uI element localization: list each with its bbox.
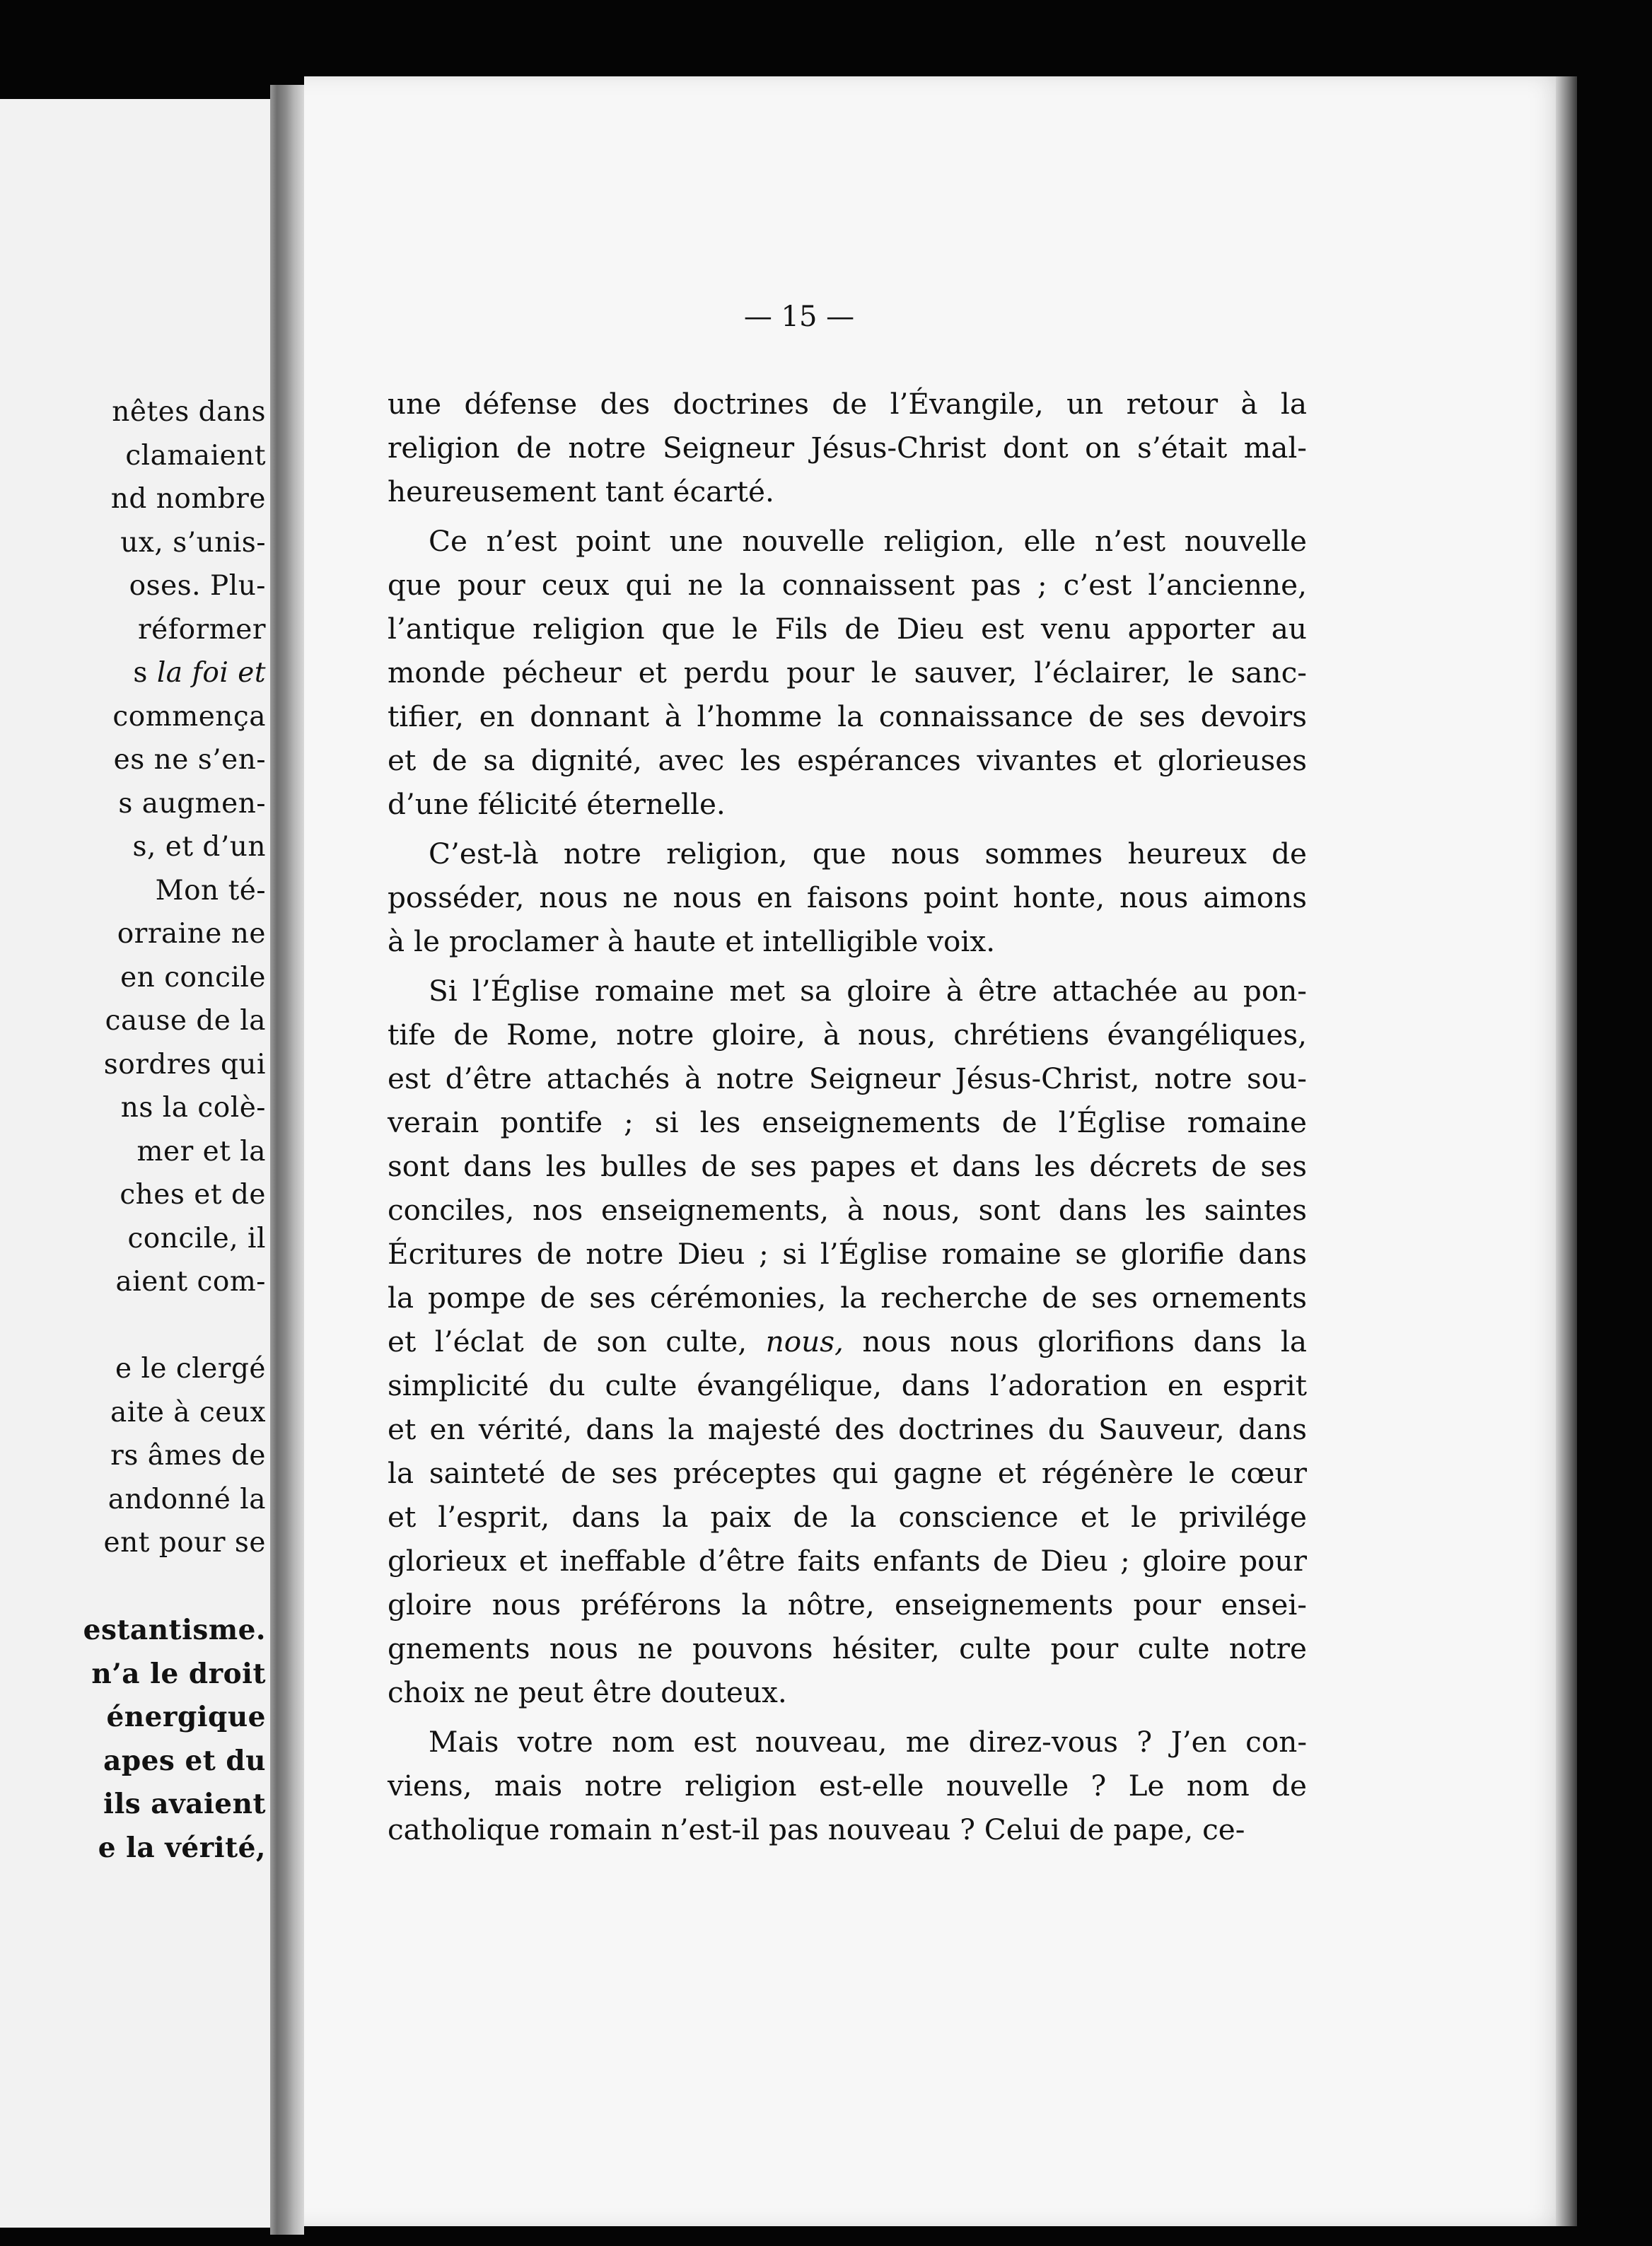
text-line: viens, mais notre religion est-elle nouvelle ? Le nom de — [388, 1769, 1307, 1803]
paragraph — [388, 519, 1307, 826]
emphasis: la foi et — [156, 657, 266, 689]
left-page-line: e le clergé — [115, 1353, 266, 1385]
text-line: glorieux et ineffable d’être faits enfants de Dieu ; gloire pour — [388, 1544, 1307, 1578]
left-page-line: ns la colè- — [120, 1092, 266, 1124]
text-line: gnements nous ne pouvons hésiter, culte pour culte notre — [388, 1631, 1307, 1665]
text-line: C’est-là notre religion, que nous sommes heureux de — [429, 837, 1307, 871]
text-line: conciles, nos enseignements, à nous, sont dans les saintes — [388, 1193, 1307, 1227]
text-line: la pompe de ses cérémonies, la recherche de ses ornements — [388, 1281, 1307, 1315]
paragraph-gap — [388, 513, 1307, 519]
text-line: catholique romain n’est-il pas nouveau ? Celui de pape, ce- — [388, 1812, 1245, 1846]
left-page-line: ches et de — [120, 1179, 266, 1211]
left-page-line: ent pour se — [103, 1527, 266, 1559]
left-page-line: andonné la — [107, 1483, 266, 1515]
text-line: heureusement tant écarté. — [388, 475, 774, 508]
left-page-line: aite à ceux — [110, 1396, 266, 1429]
text-line: et l’esprit, dans la paix de la conscience et le privilége — [388, 1500, 1307, 1534]
left-page-line: s augmen- — [118, 787, 266, 820]
left-page-line: Mon té- — [155, 874, 266, 907]
text-line: simplicité du culte évangélique, dans l’adoration en esprit — [388, 1368, 1307, 1402]
left-page-line: s, et d’un — [132, 831, 266, 863]
paragraph-gap — [388, 826, 1307, 832]
text-line: verain pontife ; si les enseignements de l’Église romaine — [388, 1105, 1307, 1139]
emphasis: nous, — [765, 1325, 844, 1358]
paragraph — [388, 1720, 1307, 1851]
text-line: Si l’Église romaine met sa gloire à être attachée au pon- — [429, 974, 1307, 1008]
left-page-line: clamaient — [125, 439, 266, 472]
page-edge-shadow — [1556, 76, 1577, 2226]
paragraph — [388, 969, 1307, 1714]
left-page-line: oses. Plu- — [129, 570, 266, 602]
text-line: Ce n’est point une nouvelle religion, elle n’est nouvelle — [429, 524, 1307, 558]
left-page-line: n’a le droit — [91, 1657, 266, 1690]
left-page-line: cause de la — [105, 1005, 266, 1037]
book-gutter — [270, 85, 304, 2235]
text-line: monde pécheur et perdu pour le sauver, l’éclairer, le sanc- — [388, 656, 1307, 689]
text-line: une défense des doctrines de l’Évangile, un retour à la — [388, 387, 1307, 421]
text-line: que pour ceux qui ne la connaissent pas ; c’est l’ancienne, — [388, 568, 1307, 602]
left-page-line: sordres qui — [103, 1048, 266, 1081]
left-page-line: réformer — [138, 613, 266, 646]
text-line: Mais votre nom est nouveau, me direz-vous ? J’en con- — [429, 1725, 1307, 1759]
text-line: tife de Rome, notre gloire, à nous, chrétiens évangéliques, — [388, 1018, 1307, 1052]
text-line: est d’être attachés à notre Seigneur Jésus-Christ, notre sou- — [388, 1061, 1307, 1095]
text-line: choix ne peut être douteux. — [388, 1675, 787, 1709]
text-line: et de sa dignité, avec les espérances vivantes et glorieuses — [388, 743, 1307, 777]
text-line: tifier, en donnant à l’homme la connaissance de ses devoirs — [388, 699, 1307, 733]
left-page-line: mer et la — [136, 1135, 266, 1168]
text-line: la sainteté de ses préceptes qui gagne et régénère le cœur — [388, 1456, 1307, 1490]
left-page-line: es ne s’en- — [113, 744, 266, 776]
left-page-line: commença — [112, 700, 266, 733]
paragraph — [388, 832, 1307, 963]
left-page-line: rs âmes de — [110, 1440, 266, 1472]
left-page-line: orraine ne — [117, 918, 266, 950]
paragraph-gap — [388, 963, 1307, 969]
left-page-line: aient com- — [115, 1266, 266, 1298]
left-page-line: apes et du — [103, 1744, 266, 1777]
text-line: l’antique religion que le Fils de Dieu est venu apporter au — [388, 612, 1307, 646]
body-text — [388, 382, 1307, 1851]
text-line: religion de notre Seigneur Jésus-Christ dont on s’était mal- — [388, 431, 1307, 465]
text-line: sont dans les bulles de ses papes et dans les décrets de ses — [388, 1149, 1307, 1183]
left-page-line: nd nombre — [110, 483, 266, 515]
text-line: d’une félicité éternelle. — [388, 787, 726, 821]
left-page-line: ux, s’unis- — [120, 526, 266, 559]
page-number: — 15 — — [743, 301, 855, 333]
left-facing-page — [0, 99, 270, 2228]
paragraph — [388, 382, 1307, 513]
left-page-line: concile, il — [127, 1222, 266, 1255]
left-page-line: en concile — [120, 961, 266, 994]
text-line: et l’éclat de son culte, nous, nous nous glorifions dans la — [388, 1325, 1307, 1358]
left-page-line: s la foi et — [133, 657, 266, 689]
left-page-line: nêtes dans — [112, 396, 266, 428]
text-line: et en vérité, dans la majesté des doctrines du Sauveur, dans — [388, 1412, 1307, 1446]
text-line: gloire nous préférons la nôtre, enseignements pour ensei- — [388, 1588, 1307, 1622]
text-line: à le proclamer à haute et intelligible voix. — [388, 924, 996, 958]
left-page-line: ils avaient — [103, 1788, 266, 1820]
text-line: posséder, nous ne nous en faisons point honte, nous aimons — [388, 880, 1307, 914]
left-page-line: e la vérité, — [98, 1831, 266, 1864]
paragraph-gap — [388, 1714, 1307, 1720]
text-line: Écritures de notre Dieu ; si l’Église romaine se glorifie dans — [388, 1237, 1307, 1271]
left-page-line: estantisme. — [83, 1614, 266, 1646]
left-page-line: énergique — [106, 1701, 266, 1733]
